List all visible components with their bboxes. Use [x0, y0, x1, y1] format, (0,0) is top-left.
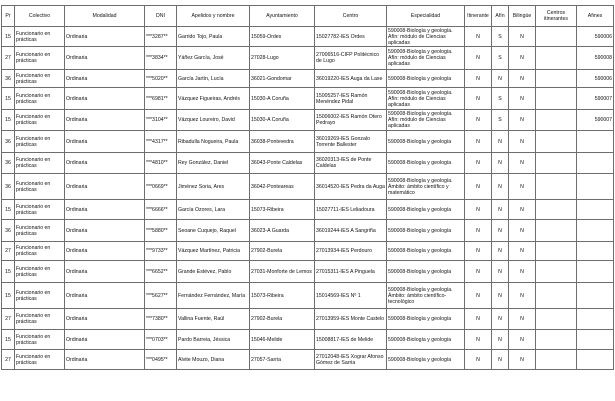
cell-especialidad: 590008-Biología y geología. Ámbito: ámbito científico-tecnológico [387, 283, 465, 309]
cell-nombre: Alvite Mouzo, Diana [177, 350, 250, 370]
cell-ayuntamiento: 27031-Monforte de Lemos [250, 261, 315, 283]
cell-bilingue: N [509, 200, 536, 220]
header-ayuntamiento: Ayuntamiento [250, 6, 315, 27]
cell-centros-itinerantes [536, 47, 577, 70]
cell-nombre: Seoane Cuquejo, Raquel [177, 220, 250, 242]
cell-itinerante: N [465, 350, 492, 370]
cell-afines: 590006 [577, 27, 614, 47]
cell-dni: ***0669** [145, 174, 177, 200]
table-row [2, 200, 614, 220]
header-especialidad: Especialidad [387, 6, 465, 27]
cell-dni: ***3104** [145, 110, 177, 131]
cell-nombre: Jiménez Soria, Ares [177, 174, 250, 200]
cell-bilingue: N [509, 88, 536, 110]
cell-bilingue: N [509, 220, 536, 242]
cell-nombre: Pardo Barreia, Jéssica [177, 330, 250, 350]
cell-centros-itinerantes [536, 110, 577, 131]
cell-centro: 15008817-IES de Melide [315, 330, 387, 350]
header-itinerante: Itinerante [465, 6, 492, 27]
cell-afines [577, 283, 614, 309]
header-nombre: Apelidos y nombre [177, 6, 250, 27]
cell-modalidad: Ordinaria [65, 153, 145, 174]
header-modalidad: Modalidad [65, 6, 145, 27]
cell-nombre: Ribadulla Nogueira, Paula [177, 131, 250, 153]
cell-colectivo: Funcionario en prácticas [15, 220, 65, 242]
cell-especialidad: 590008-Biología y geología. Afín: módulo de Ciencias aplicadas [387, 88, 465, 110]
cell-bilingue: N [509, 70, 536, 88]
cell-especialidad: 590008-Biología y geología. Afín: módulo de Ciencias aplicadas [387, 110, 465, 131]
cell-nombre: Grande Estévez, Pablo [177, 261, 250, 283]
table-row [2, 174, 614, 200]
table-row [2, 47, 614, 70]
cell-modalidad: Ordinaria [65, 131, 145, 153]
cell-modalidad: Ordinaria [65, 110, 145, 131]
cell-colectivo: Funcionario en prácticas [15, 88, 65, 110]
cell-centros-itinerantes [536, 131, 577, 153]
header-dni: DNI [145, 6, 177, 27]
cell-ayuntamiento: 36038-Pontevedra [250, 131, 315, 153]
table-row [2, 283, 614, 309]
cell-modalidad: Ordinaria [65, 27, 145, 47]
table-row [2, 131, 614, 153]
cell-centros-itinerantes [536, 70, 577, 88]
cell-modalidad: Ordinaria [65, 309, 145, 330]
cell-modalidad: Ordinaria [65, 330, 145, 350]
cell-pr: 15 [2, 27, 15, 47]
header-bilingue: Bilingüe [509, 6, 536, 27]
cell-centro: 27006516-CIFP Politécnico de Lugo [315, 47, 387, 70]
header-afines: Afines [577, 6, 614, 27]
table-row [2, 88, 614, 110]
cell-especialidad: 590008-Biología y geología [387, 220, 465, 242]
cell-pr: 15 [2, 261, 15, 283]
cell-afin: N [492, 242, 509, 261]
cell-centros-itinerantes [536, 153, 577, 174]
cell-bilingue: N [509, 47, 536, 70]
cell-nombre: Vallina Fuente, Raúl [177, 309, 250, 330]
cell-bilingue: N [509, 174, 536, 200]
cell-nombre: Vázquez Loureiro, David [177, 110, 250, 131]
cell-pr: 36 [2, 174, 15, 200]
cell-itinerante: N [465, 242, 492, 261]
cell-ayuntamiento: 15030-A Coruña [250, 88, 315, 110]
cell-afin: N [492, 174, 509, 200]
cell-modalidad: Ordinaria [65, 261, 145, 283]
table-header-row [2, 6, 614, 27]
cell-afines [577, 309, 614, 330]
cell-afin: N [492, 200, 509, 220]
cell-centro: 27013934-IES Perdouro [315, 242, 387, 261]
cell-ayuntamiento: 15073-Ribeira [250, 200, 315, 220]
cell-afines: 590007 [577, 110, 614, 131]
cell-centro: 15005257-IES Ramón Menéndez Pidal [315, 88, 387, 110]
cell-especialidad: 590008-Biología y geología [387, 309, 465, 330]
table-row [2, 110, 614, 131]
cell-especialidad: 590008-Biología y geología [387, 70, 465, 88]
cell-especialidad: 590008-Biología y geología [387, 200, 465, 220]
cell-colectivo: Funcionario en prácticas [15, 153, 65, 174]
cell-centro: 15006002-IES Ramón Otero Pedrayo [315, 110, 387, 131]
cell-ayuntamiento: 36042-Ponteareas [250, 174, 315, 200]
cell-afin: N [492, 330, 509, 350]
cell-ayuntamiento: 36023-A Guarda [250, 220, 315, 242]
cell-itinerante: N [465, 200, 492, 220]
cell-dni: ***7380** [145, 309, 177, 330]
cell-centro: 27012048-IES Xograr Afonso Gómez de Sarria [315, 350, 387, 370]
table-row [2, 242, 614, 261]
table-row [2, 261, 614, 283]
cell-itinerante: N [465, 131, 492, 153]
cell-itinerante: N [465, 174, 492, 200]
header-centros-itinerantes: Centros itinerantes [536, 6, 577, 27]
cell-pr: 27 [2, 242, 15, 261]
cell-pr: 36 [2, 153, 15, 174]
cell-especialidad: 590008-Biología y geología. Afín: módulo de Ciencias aplicadas [387, 47, 465, 70]
cell-itinerante: N [465, 153, 492, 174]
cell-itinerante: N [465, 261, 492, 283]
cell-bilingue: N [509, 27, 536, 47]
cell-colectivo: Funcionario en prácticas [15, 70, 65, 88]
cell-pr: 15 [2, 283, 15, 309]
cell-modalidad: Ordinaria [65, 47, 145, 70]
cell-centro: 36019244-IES A Sangriña [315, 220, 387, 242]
cell-colectivo: Funcionario en prácticas [15, 309, 65, 330]
cell-ayuntamiento: 15046-Melide [250, 330, 315, 350]
cell-ayuntamiento: 27028-Lugo [250, 47, 315, 70]
cell-dni: ***6981** [145, 88, 177, 110]
cell-colectivo: Funcionario en prácticas [15, 200, 65, 220]
cell-pr: 15 [2, 200, 15, 220]
table-row [2, 153, 614, 174]
cell-nombre: Rey González, Daniel [177, 153, 250, 174]
cell-afines: 590007 [577, 88, 614, 110]
cell-especialidad: 590008-Biología y geología [387, 242, 465, 261]
cell-dni: ***5880** [145, 220, 177, 242]
table-row [2, 70, 614, 88]
table-row [2, 27, 614, 47]
cell-centro: 15027782-IES Ordes [315, 27, 387, 47]
cell-centros-itinerantes [536, 330, 577, 350]
cell-especialidad: 590008-Biología y geología. Afín: módulo de Ciencias aplicadas [387, 27, 465, 47]
cell-centro: 36014520-IES Pedra da Auga [315, 174, 387, 200]
cell-modalidad: Ordinaria [65, 174, 145, 200]
table-body [2, 27, 614, 370]
cell-nombre: Vázquez Figueiras, Andrés [177, 88, 250, 110]
assignments-table [1, 5, 614, 370]
cell-afines [577, 350, 614, 370]
cell-colectivo: Funcionario en prácticas [15, 242, 65, 261]
cell-afines [577, 242, 614, 261]
cell-ayuntamiento: 15030-A Coruña [250, 110, 315, 131]
cell-pr: 27 [2, 47, 15, 70]
cell-afines [577, 153, 614, 174]
cell-itinerante: N [465, 88, 492, 110]
cell-centros-itinerantes [536, 283, 577, 309]
cell-itinerante: N [465, 220, 492, 242]
cell-especialidad: 590008-Biología y geología [387, 131, 465, 153]
header-afin: Afín [492, 6, 509, 27]
cell-ayuntamiento: 36021-Gondomar [250, 70, 315, 88]
cell-centros-itinerantes [536, 220, 577, 242]
cell-ayuntamiento: 15073-Ribeira [250, 283, 315, 309]
cell-modalidad: Ordinaria [65, 70, 145, 88]
cell-centros-itinerantes [536, 350, 577, 370]
cell-centro: 36020313-IES de Ponte Caldelas [315, 153, 387, 174]
cell-centro: 36019269-IES Gonzalo Torrente Ballester [315, 131, 387, 153]
cell-bilingue: N [509, 350, 536, 370]
cell-afin: N [492, 70, 509, 88]
cell-afin: N [492, 261, 509, 283]
cell-centros-itinerantes [536, 261, 577, 283]
table-row [2, 309, 614, 330]
cell-ayuntamiento: 27902-Burela [250, 309, 315, 330]
cell-modalidad: Ordinaria [65, 88, 145, 110]
cell-afines [577, 220, 614, 242]
cell-bilingue: N [509, 330, 536, 350]
cell-bilingue: N [509, 261, 536, 283]
cell-centros-itinerantes [536, 27, 577, 47]
header-pr: Pr [2, 6, 15, 27]
cell-modalidad: Ordinaria [65, 220, 145, 242]
cell-afines [577, 131, 614, 153]
cell-dni: ***0703** [145, 330, 177, 350]
cell-ayuntamiento: 27057-Sarria [250, 350, 315, 370]
cell-pr: 27 [2, 350, 15, 370]
cell-afines [577, 261, 614, 283]
cell-centros-itinerantes [536, 200, 577, 220]
cell-itinerante: N [465, 70, 492, 88]
cell-pr: 36 [2, 70, 15, 88]
cell-dni: ***9733** [145, 242, 177, 261]
cell-bilingue: N [509, 309, 536, 330]
cell-pr: 36 [2, 220, 15, 242]
cell-afin: N [492, 220, 509, 242]
cell-itinerante: N [465, 309, 492, 330]
cell-centros-itinerantes [536, 174, 577, 200]
cell-dni: ***4317** [145, 131, 177, 153]
cell-colectivo: Funcionario en prácticas [15, 174, 65, 200]
cell-especialidad: 590008-Biología y geología [387, 350, 465, 370]
cell-colectivo: Funcionario en prácticas [15, 47, 65, 70]
cell-centros-itinerantes [536, 309, 577, 330]
cell-afin: S [492, 47, 509, 70]
cell-afin: N [492, 309, 509, 330]
cell-itinerante: N [465, 27, 492, 47]
cell-colectivo: Funcionario en prácticas [15, 27, 65, 47]
cell-especialidad: 590008-Biología y geología [387, 330, 465, 350]
cell-itinerante: N [465, 283, 492, 309]
cell-modalidad: Ordinaria [65, 283, 145, 309]
cell-colectivo: Funcionario en prácticas [15, 131, 65, 153]
cell-centros-itinerantes [536, 88, 577, 110]
cell-afines: 590006 [577, 70, 614, 88]
cell-ayuntamiento: 27902-Burela [250, 242, 315, 261]
header-centro: Centro [315, 6, 387, 27]
cell-dni: ***3287** [145, 27, 177, 47]
cell-modalidad: Ordinaria [65, 350, 145, 370]
header-colectivo: Colectivo [15, 6, 65, 27]
cell-pr: 15 [2, 110, 15, 131]
cell-centro: 36019220-IES Auga da Laxe [315, 70, 387, 88]
cell-dni: ***5627** [145, 283, 177, 309]
cell-bilingue: N [509, 242, 536, 261]
cell-nombre: Vázquez Martínez, Patricia [177, 242, 250, 261]
cell-afin: N [492, 283, 509, 309]
table-row [2, 220, 614, 242]
cell-nombre: Garrido Tojo, Paula [177, 27, 250, 47]
table-row [2, 350, 614, 370]
cell-itinerante: N [465, 47, 492, 70]
cell-itinerante: N [465, 330, 492, 350]
cell-centro: 27015311-IES A Pinguela [315, 261, 387, 283]
cell-dni: ***6652** [145, 261, 177, 283]
cell-afin: S [492, 27, 509, 47]
cell-centro: 15014569-IES Nº 1 [315, 283, 387, 309]
cell-afin: S [492, 88, 509, 110]
cell-afin: N [492, 131, 509, 153]
cell-ayuntamiento: 15059-Ordes [250, 27, 315, 47]
table-row [2, 330, 614, 350]
cell-afin: N [492, 153, 509, 174]
cell-bilingue: N [509, 283, 536, 309]
cell-afines [577, 330, 614, 350]
cell-nombre: Fernández Fernández, María [177, 283, 250, 309]
cell-especialidad: 590008-Biología y geología [387, 153, 465, 174]
cell-afines: 590008 [577, 47, 614, 70]
cell-colectivo: Funcionario en prácticas [15, 350, 65, 370]
cell-nombre: García Ozores, Lara [177, 200, 250, 220]
cell-pr: 15 [2, 88, 15, 110]
cell-modalidad: Ordinaria [65, 200, 145, 220]
cell-dni: ***3834** [145, 47, 177, 70]
cell-centros-itinerantes [536, 242, 577, 261]
cell-dni: ***5020** [145, 70, 177, 88]
cell-centro: 15027711-IES Leliadoura [315, 200, 387, 220]
cell-bilingue: N [509, 153, 536, 174]
cell-nombre: Yáñez García, José [177, 47, 250, 70]
cell-especialidad: 590008-Biología y geología. Ámbito: ámbito científico y matemático [387, 174, 465, 200]
cell-dni: ***0495** [145, 350, 177, 370]
cell-afines [577, 174, 614, 200]
cell-pr: 15 [2, 330, 15, 350]
cell-bilingue: N [509, 110, 536, 131]
cell-colectivo: Funcionario en prácticas [15, 261, 65, 283]
cell-centro: 27013959-IES Monte Castelo [315, 309, 387, 330]
cell-pr: 36 [2, 131, 15, 153]
cell-dni: ***4810** [145, 153, 177, 174]
cell-colectivo: Funcionario en prácticas [15, 110, 65, 131]
cell-especialidad: 590008-Biología y geología [387, 261, 465, 283]
cell-ayuntamiento: 36043-Ponte Caldelas [250, 153, 315, 174]
cell-afines [577, 200, 614, 220]
cell-afin: N [492, 350, 509, 370]
cell-afin: S [492, 110, 509, 131]
cell-colectivo: Funcionario en prácticas [15, 330, 65, 350]
cell-colectivo: Funcionario en prácticas [15, 283, 65, 309]
cell-nombre: García Jartín, Lucía [177, 70, 250, 88]
cell-modalidad: Ordinaria [65, 242, 145, 261]
cell-itinerante: N [465, 110, 492, 131]
cell-bilingue: N [509, 131, 536, 153]
cell-pr: 27 [2, 309, 15, 330]
cell-dni: ***6666** [145, 200, 177, 220]
